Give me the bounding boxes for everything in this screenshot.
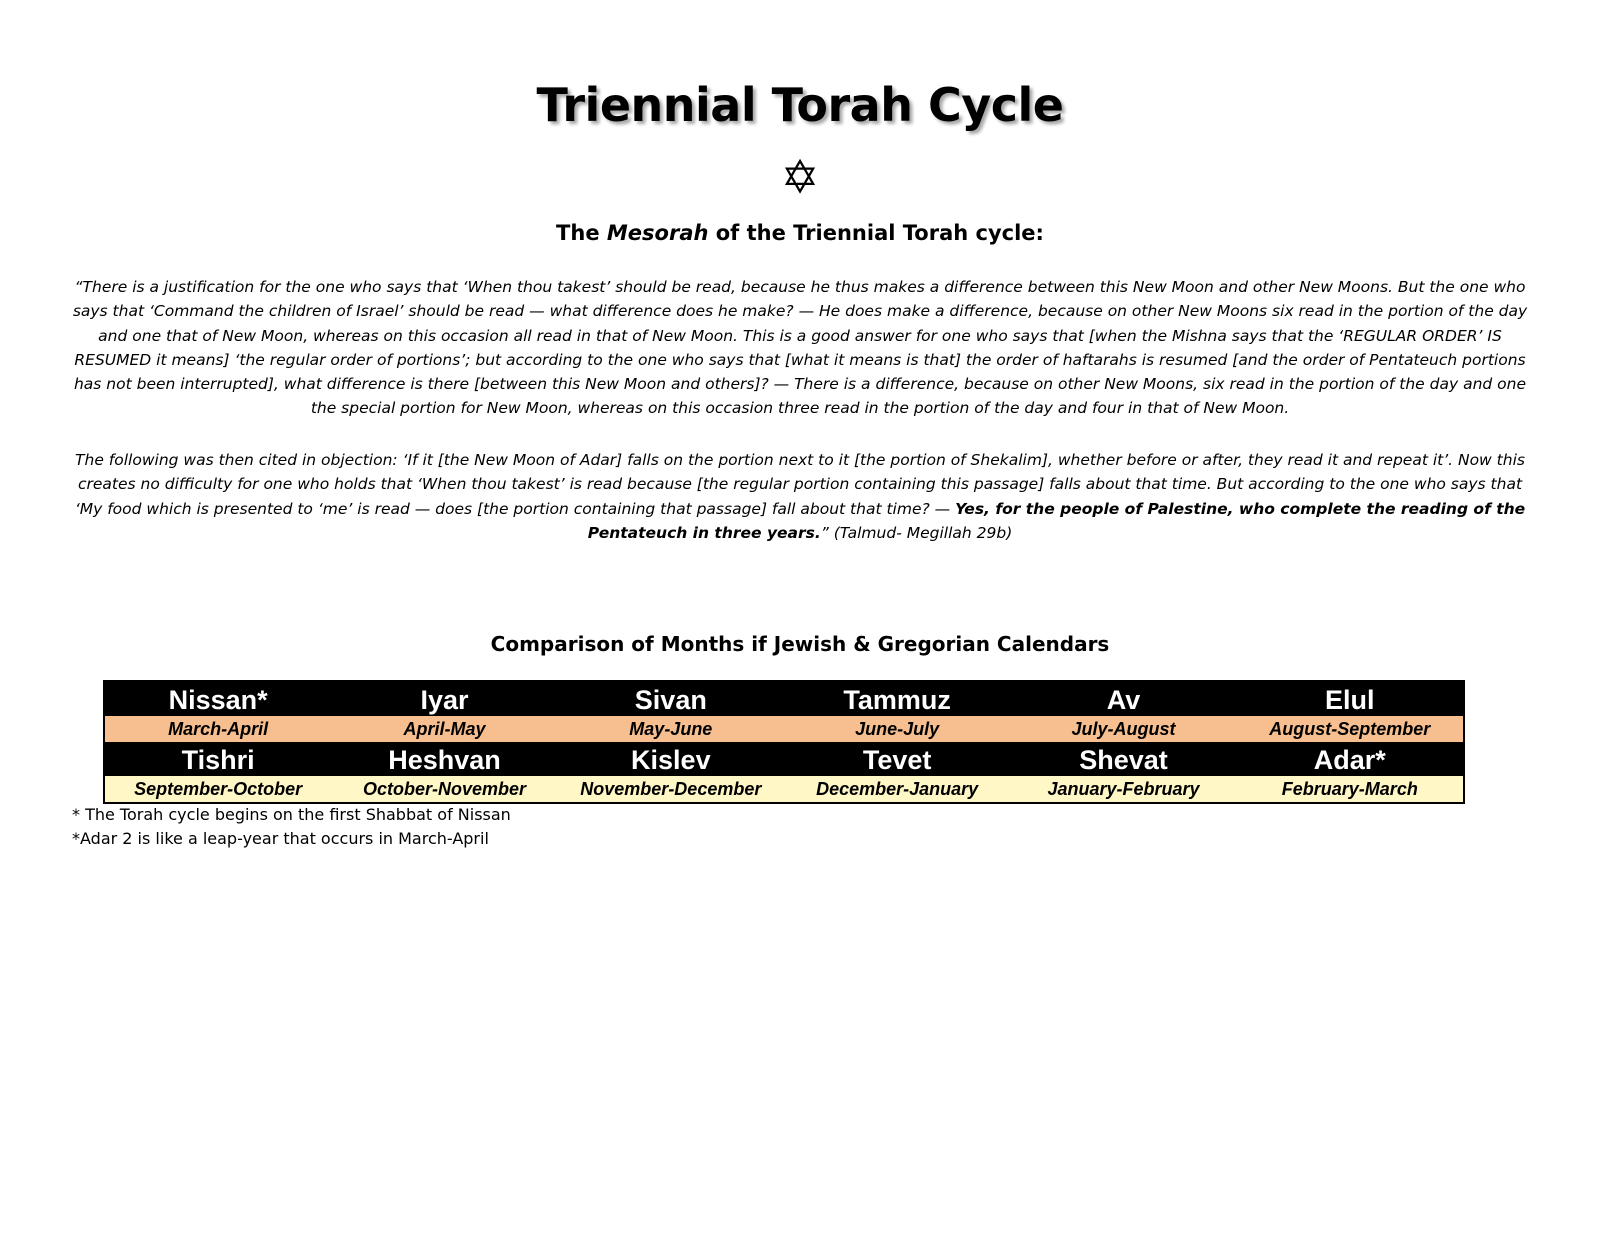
subtitle-emphasis: Mesorah (606, 221, 709, 245)
gregorian-month-cell: January-February (1047, 779, 1200, 799)
hebrew-month-cell: Iyar (420, 685, 469, 715)
gregorian-month-cell: September-October (134, 779, 303, 799)
page-title: Triennial Torah Cycle (536, 78, 1064, 132)
hebrew-month-cell: Tevet (862, 745, 932, 775)
hebrew-month-cell: Av (1106, 685, 1141, 715)
quote-2-bold: Yes, for the people of Palestine, who complete the reading of the Pentateuch in three years. (587, 499, 1526, 542)
hebrew-month-cell: Tishri (181, 745, 255, 775)
gregorian-months-row-2 (105, 776, 1463, 802)
gregorian-months-row-1 (105, 716, 1463, 742)
gregorian-month-cell: July-August (1071, 719, 1176, 739)
footnote: * The Torah cycle begins on the first Shabbat of Nissan (72, 805, 511, 824)
hebrew-month-cell: Tammuz (843, 685, 951, 715)
quote-2-text: The following was then cited in objection: ‘If it [the New Moon of Adar] falls on the portion next to it [the portion of Shekalim], whether before or after, they read it and repeat it’. Now this creates no difficulty for one who holds that ‘When thou takest’ is read because [the regular portion containing this passage] falls about that time. But according to the one who says that ‘My food which is presented to ‘me’ is read — does [the portion containing that passage] fall about that time? — (74, 451, 1525, 518)
gregorian-month-cell: April-May (403, 719, 486, 739)
gregorian-month-cell: August-September (1269, 719, 1431, 739)
gregorian-month-cell: June-July (855, 719, 940, 739)
hebrew-month-cell: Sivan (634, 685, 707, 715)
hebrew-month-cell: Nissan* (168, 685, 268, 715)
gregorian-month-cell: November-December (580, 779, 762, 799)
star-of-david-icon: ✡ (780, 150, 820, 204)
quote-2-closing: ” (Talmud- Megillah 29b) (820, 523, 1013, 542)
calendar-comparison-table (103, 680, 1465, 804)
quote-paragraph-1: “There is a justification for the one who says that ‘When thou takest’ should be read, because he thus makes a difference between this New Moon and other New Moons. But the one who says that ‘Command the children of Israel’ should be read — what difference does he make? — He does make a difference, because on other New Moons six read in the portion of the day and one that of New Moon, whereas on this occasion all read in that of New Moon. This is a good answer for one who says that [when the Mishna says that the ‘REGULAR ORDER’ IS RESUMED it means] ‘the regular order of portions’; but according to the one who says that [what it means is that] the order of haftarahs is resumed [and the order of Pentateuch portions has not been interrupted], what difference is there [between this New Moon and others]? — There is a difference, because on other New Moons, six read in the portion of the day and one the special portion for New Moon, whereas on this occasion three read in the portion of the day and four in that of New Moon. (72, 278, 1528, 418)
gregorian-month-cell: March-April (168, 719, 269, 739)
footnotes (72, 803, 511, 851)
gregorian-month-cell: February-March (1281, 779, 1418, 799)
hebrew-months-row-1 (105, 682, 1463, 716)
section-subtitle (0, 221, 1600, 245)
footnote: *Adar 2 is like a leap-year that occurs in March-April (72, 829, 489, 848)
gregorian-month-cell: October-November (362, 779, 527, 799)
hebrew-month-cell: Heshvan (388, 745, 501, 775)
gregorian-month-cell: December-January (816, 779, 979, 799)
hebrew-month-cell: Shevat (1079, 745, 1168, 775)
hebrew-months-row-2 (105, 742, 1463, 776)
hebrew-month-cell: Adar* (1313, 745, 1386, 775)
hebrew-month-cell: Kislev (631, 745, 711, 775)
table-title: Comparison of Months if Jewish & Gregorian Calendars (490, 632, 1110, 656)
hebrew-month-cell: Elul (1325, 685, 1375, 715)
subtitle-prefix: The (556, 221, 607, 245)
subtitle-suffix: of the Triennial Torah cycle: (708, 221, 1044, 245)
quote-paragraph-2 (70, 448, 1530, 545)
gregorian-month-cell: May-June (629, 719, 713, 739)
